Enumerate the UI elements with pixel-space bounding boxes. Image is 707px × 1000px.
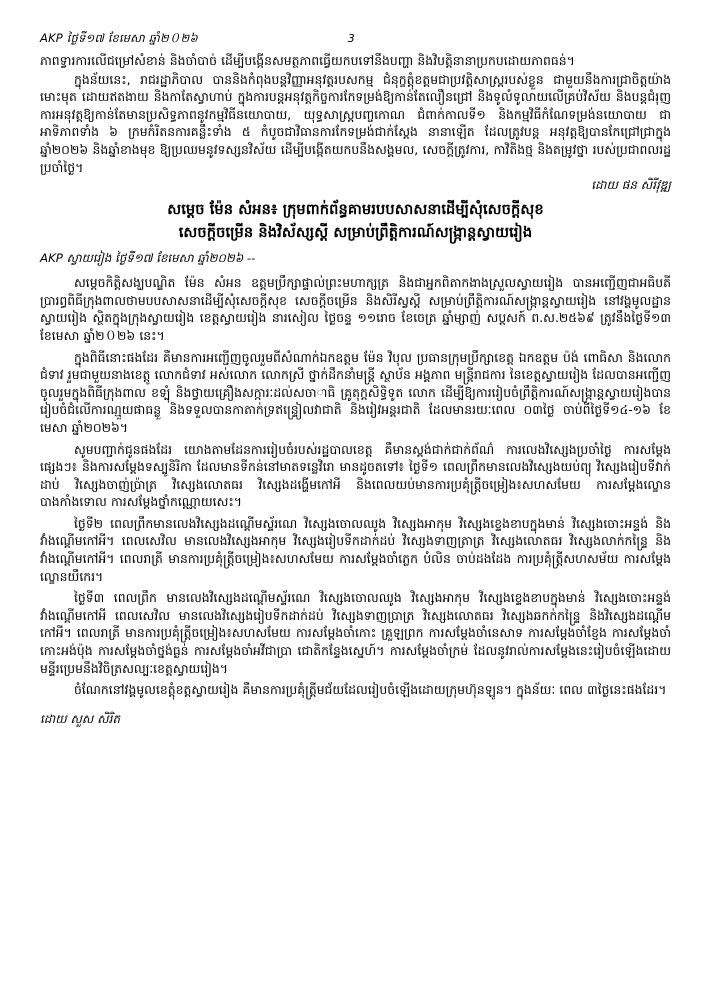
article-headline (40, 198, 671, 244)
body-paragraph-6: ចំណែកនៅវង្គមូលខេត្តុំខត្តស្វាយរៀង គឺមានការប្រគុំត្រ្តីមជ័យដែលរៀបចំឡើងដោយក្រុមហ៊ុនឡូន។ ក្នុងន័យៈ ពេល ៣ថ្ងៃនេះផងដែរ។ (74, 682, 667, 698)
headline-line-2: សេចក្តីចម្រើន និងវិស័ស្សស្តី សម្រាប់ព្រឹត្តិការណ៍សង្ក្រាន្តស្វាយរៀង (178, 224, 533, 242)
article-dateline: AKP ស្វាយរៀង ថ្ងៃទី១៧ ខែមេសា ឆ្នាំ២០២៦ -- (40, 251, 256, 266)
headline-line-1: សម្តេច ម៉ែន សំអន៖ ក្រុមពាក់ព័ន្ធគាមរបបសាសនាដើម្បីសុំសេចក្តីសុខ (167, 201, 544, 219)
body-paragraph-5: ថ្ងៃទី៣ ពេលព្រឹក មានលេងវិស្សេងដណ្ដើមស្ទ័រណេ វិស្សេងចោលឈូង វិស្សេងអាកុម វិស្សេងខ្ទេងខាបក្នុងមាន់ វិស្សេងចោះអន្ទង់ វាំងណ្ដើមកៅអី ពេលសេវិល មានលេងវិស្សេងរៀបទីកដាក់ដប់ វិស្សេងទាញប្រាត្រ វិស្សេងលោតធរ វិស្សេងឆកក់កន្ទ្រៃ និងវិស្សេងដណ្ដើមកៅអី។ ពេលរាត្រី មានការប្រគុំត្រ្តីចម្រៀង៖សហសមែយ ការសម្តែងចាំកោះ គ្រួឡព្រក ការសម្តែងចាំនេសាទ ការសម្តែងចាំខ្ញែង ការសម្តែងចាំកោះអង់ប៉ុង ការសម្តែងចាំថ្នង់ធ្ងន់ ការសម្តែងចាំអវីជាប្រា ជោតិកន្ទែងស្នេហ៍។ ការសម្តែងចាំក្រម់ ដែលនូវរាល់ការសម្តែងនេះរៀបចំឡើងដោយមន្ទីរប្រេមនឹងវិចិត្រសល្បៈខេត្តស្វាយរៀង។ (40, 590, 671, 676)
page-header (40, 30, 671, 48)
body-paragraph-4: ថ្ងៃទី២ ពេលព្រឹកមានលេងវិស្សេងដណ្ដើមស្ទ័រណេ វិស្សេងចោលឈូង វិស្សេងអាកុម វិស្សេងខ្ទេងខាបក្នុងមាន់ វិស្សេងចោះអន្ទង់ និងវាំងណ្ដើមកៅអី។ ពេលសេវិល មានលេងវិស្សេងអាកុម វិស្សេងរៀបទីកដាក់ដប់ វិស្សេងទាញត្រាត្រ វិស្សេងលោតធរ វិស្សេងលាក់កន្ទ្រៃ និងវាំងណ្ដើមកៅអី។ ពេលរាត្រី មានការប្រគុំត្រ្តីចម្រៀង៖សហសមែយ ការសម្តែងចាំភ្លេក បំលិន ចាប់ដងដែង ការប្រគុំត្រ្តីសហសម័យ ការសម្តែងល្ខោនយឺកេរ។ (40, 515, 671, 584)
body-paragraph-3: សូមបញ្ជាក់ជូនផងដែរ យោងតាមដែនការរៀបចំរបស់រដ្ឋបាលខេត្ត គឺមានស្តង់ជាក់ជាក់ព័ណ៌ ការលេងវិស្សេងប្រចាំថ្ងៃ ការសម្តែងផ្សេងៗ៖ និងការសម្តែងទស្បូនិរិកា ដែលមានទីកន់នៅមាតទន្លេវិរោ មានដូចតទៅ៖ ថ្ងៃទី១ ពេលព្រឹកមានលេងវិស្សេងយប់ព្យុ វិស្សេងរៀបទីវាក់ដាប់ វិស្សេងចាញ់ប្រ៉ាត្រ វិស្សេងលោតធរ វិស្សេងដង្ហើមកៅអី និងពេលយប់មានការប្រគុំត្រ្តីចម្រៀង៖សហសមែយ ការសម្តែងល្ខោនបាងកាំងទោល ការសម្តែងថ្នាំកណ្ណេាយសេះ។ (40, 441, 671, 510)
previous-article-byline: ដោយ ផន សិរីវុឌ្ឍ (591, 178, 671, 193)
intro-paragraph-2: ក្នុងន័យនេះ, រាជរដ្ឋាភិបាល បាននិងកំពុងបន្តវិញ្ញាអនុវត្តរបសកម្ម ជំនុក្ខត្តុំខត្តមជាប្រវត្តិសាស្ត្ររបស់ខ្លួន ជាមួយនឹងការជ្រាចិត្តយ៉ាងមោះមុត ដោយឥតងាយ និងកាតែស្វាហាប់ ក្នុងការបន្តអនុវត្តកិច្ចការកែទម្រង់ឱ្យកាន់តែលឿនជ្រៅ និងទូលំទូលាយលើគ្រប់វិស័យ និងបន្តជំរុញការអនុវត្តឱ្យកាន់តែមានប្រសិទ្ធភាពនូវកម្មវិធីនយោបាយ, យុទ្ធសាស្ត្របញ្ចកោណ ជំពាក់កាលទី១ និងកម្មវិធីកំណែទម្រង់នយោបាយ ជាអាទិភាពទាំង ៦ ក្រមកំរិតនការគន្លឹះទាំង ៥ កំបូចជាវិធានការកែទម្រង់ជាក់ស្តែង នានាឡើត ដែលត្រូវបន្ត អនុវត្តឱ្យបានកែជ្រៅជ្រាក្នុងឆ្នាំ២០២៦ និងឆ្នាំខាងមុខ ឱ្យប្រឈមនូវទស្សនវិស័យ ដើម្បីបង្កើតយកបនឹងសង្គមល, សេចក្តីត្រូវការ, កាវិតិងថ្ម និងតម្រូវថ្នា របស់ប្រជាពលរដ្ឋប្រចាំថ្ងៃ។ (40, 71, 671, 175)
intro-paragraph-1: ភាពទ្វារការលើជម្រៅសំខាន់ និងចាំបាច់ ដើម្បីបង្កើនសមត្ថភាពធ្វើយកបទៅនឹងបញ្ហា និងវិបត្តិនានាប្រកបដោយភាពធន់។ (40, 53, 575, 68)
header-publication: AKP ថ្ងៃទី១៧ ខែមេសា ឆ្នាំ២０២៦ (40, 31, 198, 45)
header-page-number: 3 (347, 32, 355, 45)
article-byline: ដោយ សួស សិរិត (40, 711, 120, 726)
body-paragraph-2: ក្នុងពិធីនោះផងដែរ គឺមានការអញ្ជើញចូលរួមពីសំណាក់ឯកឧត្តម ម៉ែន វិបុល ប្រធានក្រុមប្រឹក្សាខេត្ត ឯកឧត្តម ប៉ង់ ពោធិសា និងលោកជំទាវ រួមជាមួយនាងខេត្តូ លោកជំទាវ អស់លោក លោកស្រី ថ្នាក់ដឹកនាំមន្ត្រី ស្ថាប័ន អង្គភាព មន្ត្រីរាជការ នៃខេត្តស្វាយរៀង ដែលបានអញ្ជើញចូលរួមក្នុងពិធីក្រុងពាល ខទ្បុំ និងថ្វាយគ្រឿងសក្ការៈដល់សចាាធិ គ្រូតុក្តសិទ្ធិទូត លោក ដើម្បីឱ្យការរៀបចំព្រឹត្តិការណ៍សង្ក្រាន្តស្វាយរៀងបានរៀបចំជំលើការណ្មួយផាធន្លួ និងទទួលបានកាតាក់ទ្រឥន្ទ្រៀលវាជាតិ និងរៀវអន្តរជាតិ ដែលមានរយៈពេល ០៣ថ្ងៃ ចាប់ពីថ្ងៃទី១៤-១៦ ខែមេសា ឆ្នាំ២០២៦។ (40, 349, 671, 435)
body-paragraph-1: សម្តេចកិត្តិសង្ឃបណ្ឌិត ម៉ែន សំអន ឧត្តមប្រឹក្សាផ្ទាល់ព្រះមហាក្សត្រ និងជាអ្នកពិតាកងាងស្រួលស្វាយរៀង បានអញ្ជើញជាអធិបតីប្រារព្ធពិធីក្រុងពាលថាមបបសាសនាដើម្បីសុំសេចក្តីសុខ សេចក្តីចម្រើន និងសិរីស្វស្តី សម្រាប់ព្រឹត្តិការណ៍សង្ក្រាន្តស្វាយរៀង នៅវង្គមូលដ្ឋានស្វាយរៀង ស្ថិតក្នុងក្រុងស្វាយរៀង ខេត្តស្វាយរៀង នារសៀល ថ្ងៃចន្ទ ១១រោច ខែចេត្រ ឆ្នាំម្សាញ់ សប្តសក៍ ព.ស.២៥៦៩ ត្រូវនឹងថ្ងៃទី១៣ ខែមេសា ឆ្នាំ២０២៦ នេះ។ (40, 275, 671, 343)
